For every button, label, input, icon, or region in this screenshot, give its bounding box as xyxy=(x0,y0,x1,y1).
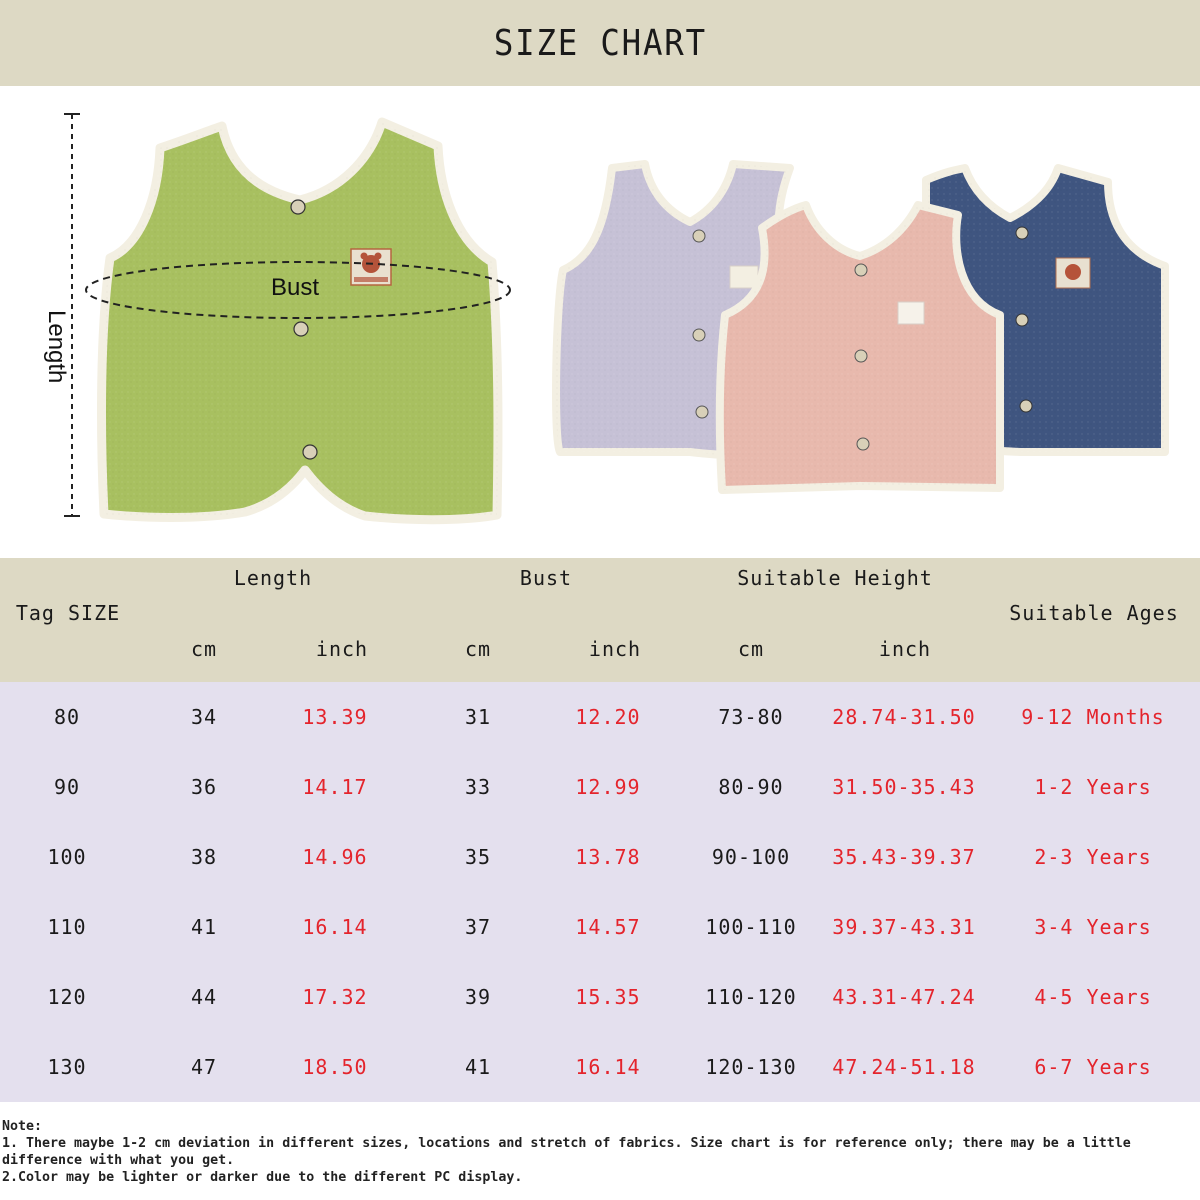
header-length: Length xyxy=(233,566,313,590)
cell-tag-size: 100 xyxy=(47,845,87,869)
cell-tag-size: 110 xyxy=(47,915,87,939)
cell-height-inch: 35.43-39.37 xyxy=(832,845,976,869)
cell-bust-inch: 15.35 xyxy=(575,985,641,1009)
cell-length-cm: 44 xyxy=(190,985,218,1009)
table-row xyxy=(0,892,1200,962)
cell-height-cm: 100-110 xyxy=(705,915,797,939)
cell-height-cm: 90-100 xyxy=(711,845,791,869)
vest-pink xyxy=(720,205,1000,490)
cell-age: 6-7 Years xyxy=(1034,1055,1152,1079)
note-line: difference with what you get. xyxy=(2,1153,235,1168)
cell-bust-cm: 31 xyxy=(464,705,492,729)
page-title: SIZE CHART xyxy=(493,22,707,64)
header-height-inch: inch xyxy=(878,637,932,661)
cell-height-cm: 80-90 xyxy=(718,775,784,799)
cell-bust-cm: 41 xyxy=(464,1055,492,1079)
cell-bust-cm: 35 xyxy=(464,845,492,869)
header-bust: Bust xyxy=(519,566,573,590)
cell-length-cm: 34 xyxy=(190,705,218,729)
cell-length-inch: 13.39 xyxy=(302,705,368,729)
cell-bust-inch: 12.20 xyxy=(575,705,641,729)
cell-tag-size: 90 xyxy=(53,775,81,799)
table-row xyxy=(0,682,1200,752)
cell-height-cm: 73-80 xyxy=(718,705,784,729)
cell-bust-cm: 39 xyxy=(464,985,492,1009)
cell-height-cm: 110-120 xyxy=(705,985,797,1009)
table-row xyxy=(0,962,1200,1032)
cell-length-cm: 47 xyxy=(190,1055,218,1079)
cell-bust-inch: 13.78 xyxy=(575,845,641,869)
cell-length-inch: 14.17 xyxy=(302,775,368,799)
cell-height-inch: 39.37-43.31 xyxy=(832,915,976,939)
header-suitable-ages: Suitable Ages xyxy=(1009,601,1179,625)
cell-length-cm: 36 xyxy=(190,775,218,799)
cell-height-inch: 43.31-47.24 xyxy=(832,985,976,1009)
vest-green xyxy=(102,122,498,520)
cell-height-inch: 47.24-51.18 xyxy=(832,1055,976,1079)
cell-bust-inch: 12.99 xyxy=(575,775,641,799)
length-label: Length xyxy=(43,310,70,384)
title-bar xyxy=(0,0,1200,86)
header-bust-inch: inch xyxy=(588,637,642,661)
table-row xyxy=(0,822,1200,892)
note-line: 1. There maybe 1-2 cm deviation in different sizes, locations and stretch of fabrics. Size chart is for reference only; there may be a little xyxy=(2,1136,1131,1151)
cell-length-cm: 41 xyxy=(190,915,218,939)
cell-bust-inch: 16.14 xyxy=(575,1055,641,1079)
header-length-inch: inch xyxy=(315,637,369,661)
header-tag-size: Tag SIZE xyxy=(15,601,121,625)
cell-height-inch: 28.74-31.50 xyxy=(832,705,976,729)
cell-length-inch: 17.32 xyxy=(302,985,368,1009)
header-height-cm: cm xyxy=(737,637,765,661)
cell-age: 1-2 Years xyxy=(1034,775,1152,799)
product-photo-area xyxy=(0,86,1200,558)
cell-height-inch: 31.50-35.43 xyxy=(832,775,976,799)
cell-length-inch: 16.14 xyxy=(302,915,368,939)
cell-bust-inch: 14.57 xyxy=(575,915,641,939)
cell-bust-cm: 33 xyxy=(464,775,492,799)
table-row xyxy=(0,752,1200,822)
table-header xyxy=(0,558,1200,682)
cell-tag-size: 120 xyxy=(47,985,87,1009)
cell-bust-cm: 37 xyxy=(464,915,492,939)
bust-label: Bust xyxy=(271,274,320,301)
size-table-body xyxy=(0,682,1200,1102)
notes-section xyxy=(0,1102,1200,1200)
cell-age: 9-12 Months xyxy=(1021,705,1165,729)
cell-length-inch: 18.50 xyxy=(302,1055,368,1079)
cell-tag-size: 80 xyxy=(53,705,81,729)
cell-length-cm: 38 xyxy=(190,845,218,869)
header-bust-cm: cm xyxy=(464,637,492,661)
header-suitable-height: Suitable Height xyxy=(737,566,933,590)
note-line: 2.Color may be lighter or darker due to the different PC display. xyxy=(2,1170,523,1185)
cell-age: 3-4 Years xyxy=(1034,915,1152,939)
header-length-cm: cm xyxy=(190,637,218,661)
cell-age: 4-5 Years xyxy=(1034,985,1152,1009)
vest-illustrations xyxy=(0,86,1200,558)
table-row xyxy=(0,1032,1200,1102)
cell-tag-size: 130 xyxy=(47,1055,87,1079)
notes-heading: Note: xyxy=(2,1119,43,1134)
cell-age: 2-3 Years xyxy=(1034,845,1152,869)
cell-height-cm: 120-130 xyxy=(705,1055,797,1079)
cell-length-inch: 14.96 xyxy=(302,845,368,869)
